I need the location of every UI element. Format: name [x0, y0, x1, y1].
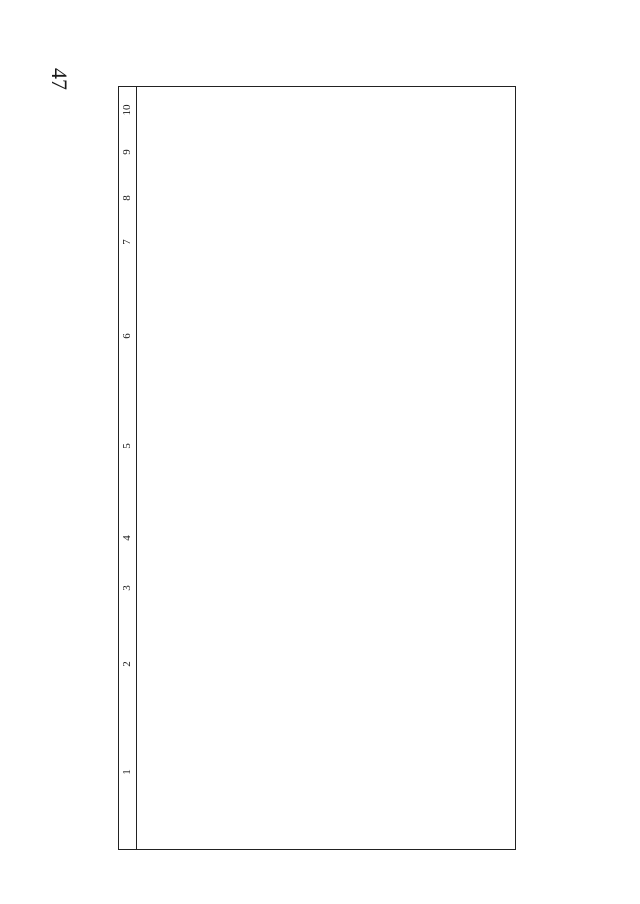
column-number-6: 6 — [121, 333, 133, 339]
table-border-left — [118, 86, 119, 850]
table-border-top — [118, 86, 516, 87]
column-number-8: 8 — [121, 195, 133, 201]
header-separator — [136, 86, 137, 850]
table-grid — [118, 86, 516, 850]
column-number-3: 3 — [121, 585, 133, 591]
column-number-1: 1 — [121, 769, 133, 775]
page-number: 47 — [47, 68, 72, 90]
column-number-7: 7 — [121, 239, 133, 245]
column-number-9: 9 — [121, 149, 133, 155]
column-number-10: 10 — [121, 104, 133, 116]
column-number-2: 2 — [121, 661, 133, 667]
column-number-5: 5 — [121, 443, 133, 449]
table-border-bottom — [118, 849, 516, 850]
column-number-4: 4 — [121, 535, 133, 541]
table-border-right — [515, 86, 516, 850]
